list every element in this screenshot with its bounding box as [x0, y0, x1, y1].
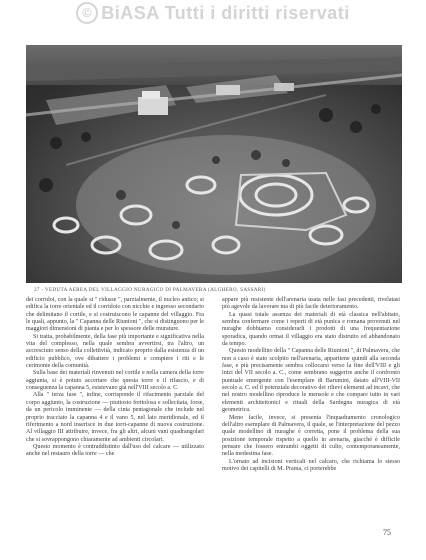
paragraph: dei corridoi, con la quale si " ridusse ", parzialmente, il nucleo antico; si edifica la torre orientale ed il corridoio con nicchie e ingresso secondario che delimitano il cortile, e si costruiscono le capanne del villaggio. Fra le quali, appunto, la " Capanna delle Riunioni ", che si distinguono per le maggiori dimensioni di pianta e per lo spessore delle murature. [26, 297, 204, 333]
figure-caption: 27 - VEDUTA AEREA DEL VILLAGGIO NURAGICO DI PALMAVERA (ALGHERO, SASSARI) [34, 287, 266, 293]
paragraph: Alla " terza fase ", infine, corrisponde il rifacimento parziale del corpo aggiunto, la costruzione — piuttosto frettolosa e sollecitata, forse, da un pericolo imminente — della cinta pentagonale che include nel proprio tracciato la capanna 4 e il vano 5, nel lato meridionale, ed il riferimento a nord inserisce in due torri-capanne di nuova costruzione. Al villaggio III attribuire, invece, fra gli altri, alcuni vani quadrangolari che si sovrappongono chiaramente ad ambienti circolari. [26, 392, 204, 443]
paragraph: La quasi totale assenza dei materiali di età classica nell'abitato, sembra confermare come i reperti di età punica e romana provenuti nel nuraghe dobbiamo considerarli i prodotti di una frequentazione sporadica, quando ormai il villaggio era stato distrutto ed abbandonato da tempo. [222, 311, 400, 348]
paragraph: L'ornato ad incisioni verticali nel calcaro, che richiama lo stesso motivo dei capitelli di M. Prama, ci porterebbe [222, 458, 400, 472]
page-number: 75 [383, 528, 391, 537]
paragraph: Sulla base dei materiali rinvenuti nel cortile e nella camera della torre aggiunta, si è potuto accertare che questa torre e il rifascio, e di conseguenza la capanna 5, esistevano già nell'VIII secolo a. C. [26, 370, 204, 392]
text-column-left [26, 297, 204, 459]
paragraph: Meno facile, invece, si presenta l'inquadramento cronologico dell'altro esemplare di Palmavera, il quale, se l'interpretazione del pezzo quale modellino di nuraghe è corretta, pone il problema della sua posizione temporale rispetto a quello in arenaria, giacché è difficile pensare che fossero entrambi oggetti di culto, contemporaneamente, nella medesima fase. [222, 414, 400, 458]
paragraph: appare più resistente dell'arenaria usata nelle fasi precedenti, rivelatasi più agevole da lavorare ma di più facile deterioramento. [222, 297, 400, 311]
text-column-right [222, 297, 400, 473]
watermark-text: BiASA Tutti i diritti riservati [101, 3, 350, 23]
watermark [0, 0, 426, 26]
paragraph: Questo momento è contraddistinto dall'uso del calcare — utilizzato anche nel restauro della torre — che [26, 443, 204, 458]
copyright-icon: © [76, 2, 98, 24]
paragraph: Si tratta, probabilmente, della fase più importante e significativa nella vita del complesso, nella quale sembra avvertirsi, tra l'altro, un accresciuto senso della collettività, indicato proprio dalla esistenza di un edificio pubblico, ove dibattere i problemi e compiere i riti e le cerimonie della comunità. [26, 333, 204, 370]
aerial-photo [26, 45, 402, 283]
aerial-photo-illustration [26, 45, 402, 283]
paragraph: Questo modellino della " Capanna delle Riunioni ", di Palmavera, che non a caso è stato scolpito nell'arenaria, appartiene quindi alla seconda fase, e più precisamente sembra collocarsi verso la fine dell'VIII e gli inizi del VII secolo a. C., come sembrano suggerire anche il confronto puntuale emergente con l'esemplare di Barumini, datato all'VIII-VII secolo a. C. ed il potenziale decorativo dei rilievi elementi ad incavi, che nel nostro modellino riproduce le mensole e che compare tutto in vari elementi architettonici e rituali della Sardegna nuragica di età geometrica. [222, 348, 400, 414]
